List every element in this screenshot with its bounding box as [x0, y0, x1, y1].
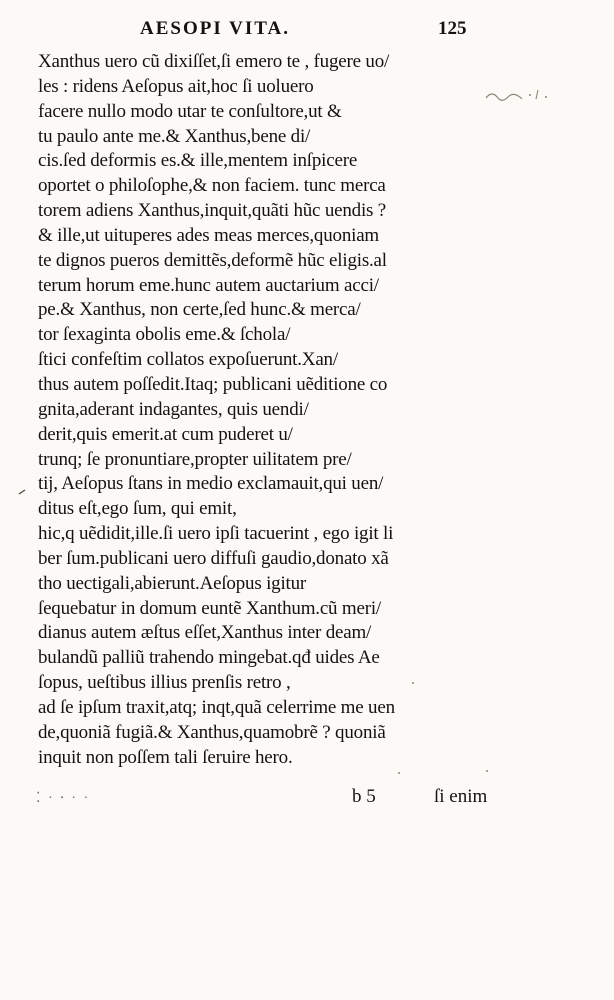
text-line: pe.& Xanthus, non certe,ſed hunc.& merca/: [38, 299, 361, 321]
text-line: les : ridens Aeſopus ait,hoc ſi uoluero: [38, 75, 314, 97]
text-line: tor ſexaginta obolis eme.& ſchola/: [38, 324, 291, 346]
ink-speck: [545, 96, 547, 98]
print-specks: ⁚ · ⸱ · ·: [36, 791, 91, 806]
text-line: ditus eſt,ego ſum, qui emit,: [38, 498, 237, 520]
text-line: tij, Aeſopus ſtans in medio exclamauit,qui uen/: [38, 473, 384, 495]
text-line: ad ſe ipſum traxit,atq; inqt,quã celerrime me uen: [38, 696, 395, 718]
text-line: inquit non poſſem tali ſeruire hero.: [38, 746, 293, 768]
text-line: gnita,aderant indagantes, quis uendi/: [38, 398, 309, 420]
text-line: thus autem poſſedit.Itaq; publicani uẽditione co: [38, 373, 388, 395]
text-line: ſopus, ueſtibus illius prenſis retro ,: [38, 672, 291, 694]
text-line: ſtici confeſtim collatos expoſuerunt.Xan/: [38, 349, 338, 371]
page-header: [140, 18, 520, 46]
text-line: oportet o philoſophe,& non faciem. tunc merca: [38, 175, 386, 197]
text-line: & ille,ut uituperes ades meas merces,quoniam: [38, 224, 380, 246]
text-line: terum horum eme.hunc autem auctarium acci/: [38, 274, 379, 296]
ink-speck: [398, 772, 400, 774]
text-line: cis.ſed deformis es.& ille,mentem inſpicere: [38, 150, 358, 172]
text-line: de,quoniã fugiã.& Xanthus,quamobrẽ ? quoniã: [38, 721, 386, 743]
main-text: [38, 50, 508, 770]
running-head: AESOPI VITA.: [140, 18, 290, 39]
text-line: ſequebatur in domum euntẽ Xanthum.cũ meri/: [38, 597, 382, 619]
text-line: dianus autem æſtus eſſet,Xanthus inter deam/: [38, 622, 372, 644]
text-line: derit,quis emerit.at cum puderet u/: [38, 423, 293, 445]
text-line: hic,q uẽdidit,ille.ſi uero ipſi tacuerint , ego igit li: [38, 523, 394, 545]
margin-mark: [18, 483, 28, 491]
text-line: tho uectigali,abierunt.Aeſopus igitur: [38, 572, 307, 594]
ink-speck: [412, 682, 414, 684]
text-line: tu paulo ante me.& Xanthus,bene di/: [38, 125, 311, 147]
page-footer: [36, 786, 516, 814]
text-line: trunq; ſe pronuntiare,propter uilitatem pre/: [38, 448, 352, 470]
ink-speck: [486, 770, 488, 772]
text-line: Xanthus uero cũ dixiſſet,ſi emero te , fugere uo/: [38, 51, 390, 72]
signature-mark: b 5: [352, 786, 376, 807]
text-line: facere nullo modo utar te conſultore,ut &: [38, 100, 342, 122]
text-line: bulandũ palliũ trahendo mingebat.qđ uides Ae: [38, 647, 380, 669]
catchword: ſi enim: [434, 786, 488, 807]
text-line: te dignos pueros demittẽs,deformẽ hũc eligis.al: [38, 249, 387, 271]
text-line: ber ſum.publicani uero diffuſi gaudio,donato xã: [38, 547, 389, 569]
folio-number: 125: [438, 18, 467, 39]
text-line: torem adiens Xanthus,inquit,quãti hũc uendis ?: [38, 200, 387, 222]
